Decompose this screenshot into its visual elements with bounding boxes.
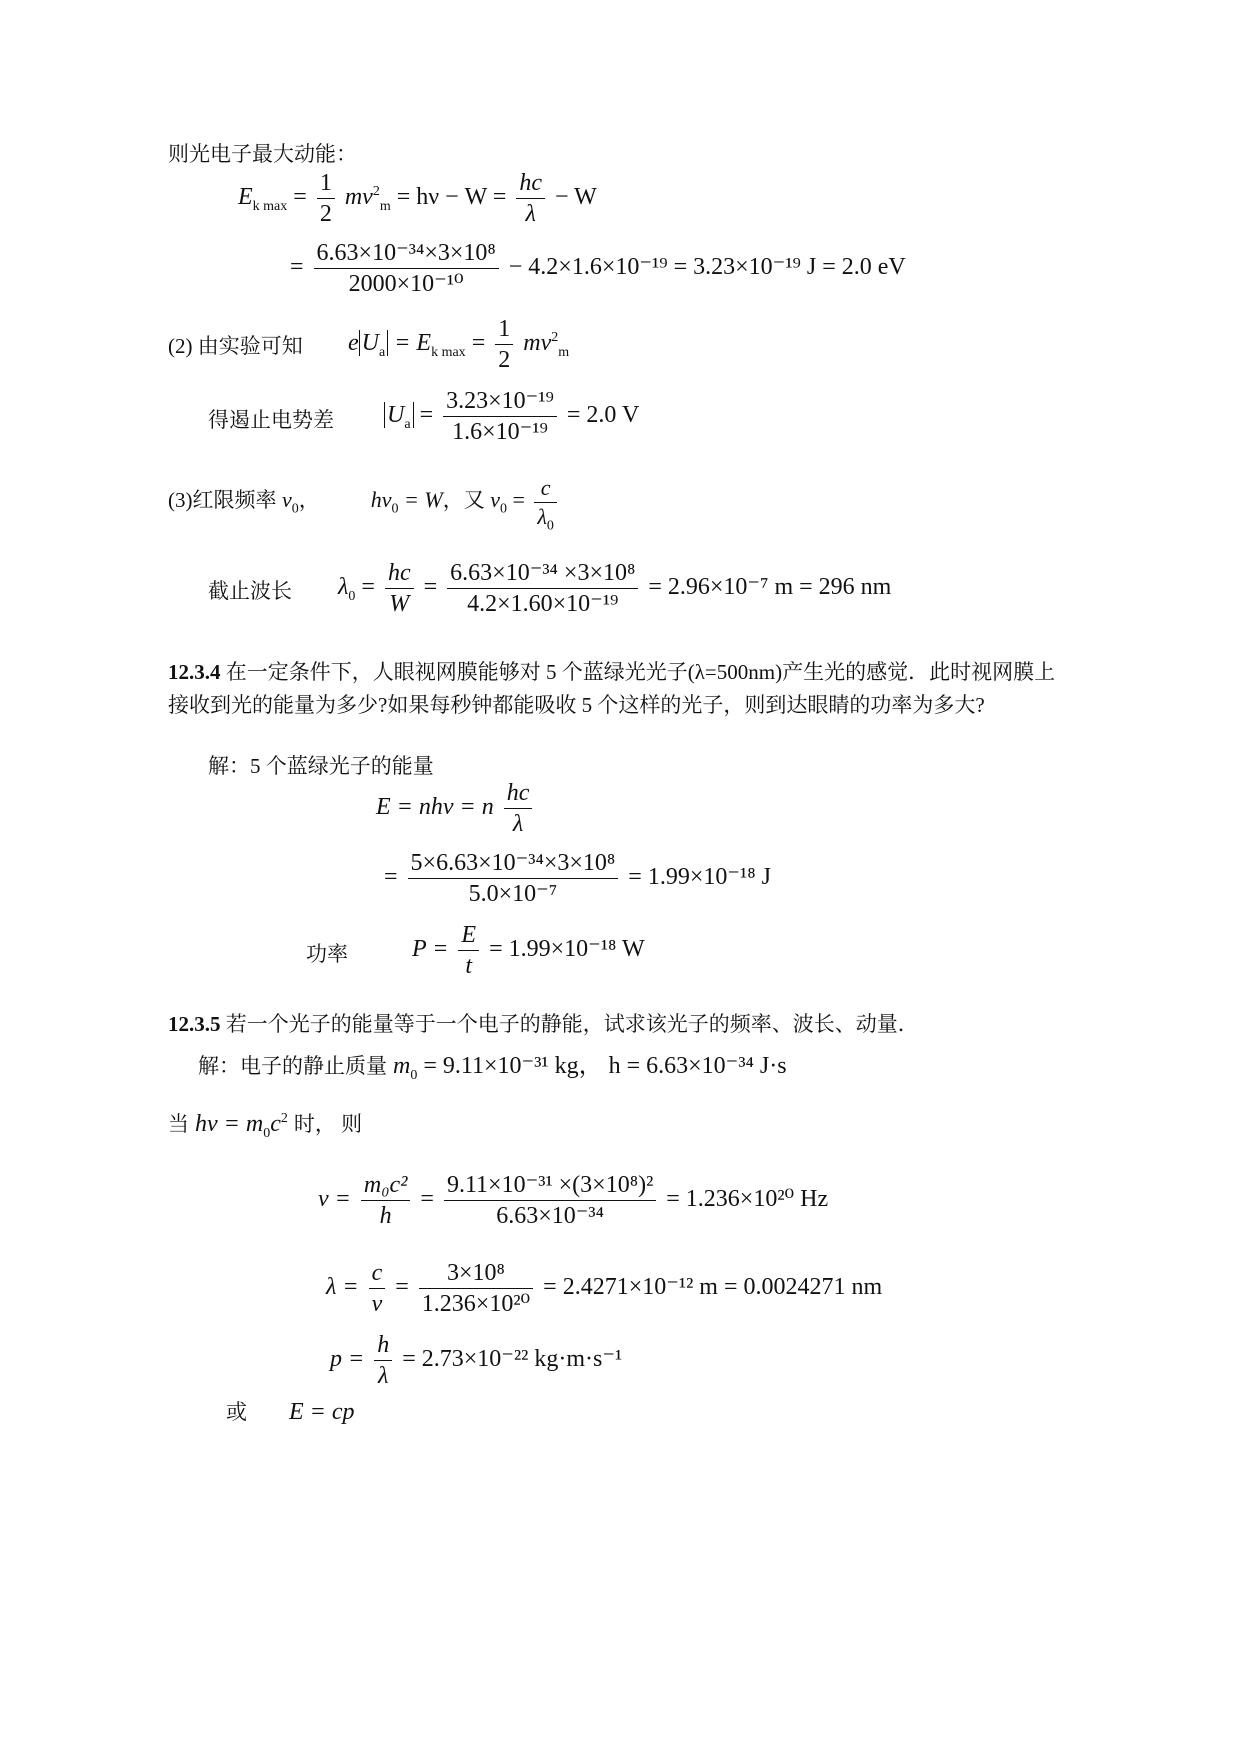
sol1235-lam-f2-den: 1.236×10²⁰ bbox=[421, 1291, 531, 1317]
part2-half-den: 2 bbox=[498, 347, 511, 373]
sol1235-h: h bbox=[379, 1203, 392, 1229]
sol1235-momentum-eq bbox=[330, 1330, 622, 1391]
sol1234-eq2-fraction bbox=[408, 848, 619, 909]
sol1235-when-sup: 2 bbox=[280, 1111, 288, 1126]
sol1234-power-label: 功率 bbox=[306, 942, 348, 966]
sol1235-h-value: h = 6.63×10⁻³⁴ J·s bbox=[608, 1053, 787, 1079]
part2b-u-sub: a bbox=[404, 416, 411, 432]
sol1235-nu-eq: ν = $\frac{\text{m₀c²}}{h}$ = $\frac{\text{9.11×10⁻³¹ ×(3×10⁸)²}}{\text{6.63×10⁻³⁴}}$ = 1.236×10²⁰ Hz bbox=[318, 1172, 829, 1229]
part3b-f2-den: 4.2×1.60×10⁻¹⁹ bbox=[467, 591, 619, 617]
sol1235-nu-result: = 1.236×10²⁰ Hz bbox=[666, 1186, 829, 1213]
part2-u: U bbox=[361, 330, 379, 357]
sol1235-m0-sub: 0 bbox=[410, 1067, 418, 1083]
part3b-f2-num: 6.63×10⁻³⁴ ×3×10⁸ bbox=[447, 558, 638, 589]
part3b-result: = 2.96×10⁻⁷ m = 296 nm bbox=[648, 574, 892, 601]
part2b-fraction bbox=[443, 386, 557, 447]
sol1235-intro: 解：电子的静止质量 bbox=[198, 1054, 387, 1078]
sol1234-eq2-result: = 1.99×10⁻¹⁸ J bbox=[628, 864, 771, 891]
part2-half bbox=[495, 314, 513, 375]
sol1234-e: E bbox=[461, 922, 477, 948]
part2-mv-sup: 2 bbox=[551, 330, 559, 346]
sol1235-lam-f1 bbox=[369, 1258, 386, 1319]
eq1-hc: hc bbox=[519, 170, 543, 196]
q1234-text: 在一定条件下，人眼视网膜能够对 5 个蓝绿光光子(λ=500nm)产生光的感觉．此时视网膜上接收到光的能量为多少?如果每秒钟都能吸收 5 个这样的光子，则到达眼睛的功率为多大? bbox=[168, 660, 1056, 717]
sol1235-nu-f2-num: 9.11×10⁻³¹ ×(3×10⁸)² bbox=[444, 1170, 656, 1201]
part3-fraction bbox=[534, 474, 557, 533]
eq1-half bbox=[317, 168, 335, 229]
part3-line bbox=[168, 474, 561, 533]
part3b-f1 bbox=[385, 558, 414, 619]
part3-nu: ν bbox=[490, 487, 500, 513]
sol1235-p-result: = 2.73×10⁻²² kg·m·s⁻¹ bbox=[402, 1346, 623, 1373]
sol1235-m0: m bbox=[393, 1053, 411, 1079]
part3-lambda: λ bbox=[537, 503, 547, 529]
sol1234-eq2: = $\frac{\text{5×6.63×10⁻³⁴×3×10⁸}}{\text{5.0×10⁻⁷}}$ = 1.99×10⁻¹⁸ J bbox=[384, 850, 771, 907]
part3-hnu-sub: 0 bbox=[391, 501, 399, 517]
sol1234-hc: hc bbox=[506, 780, 530, 806]
part3b-f2 bbox=[447, 558, 638, 619]
sol1234-eq2-den: 5.0×10⁻⁷ bbox=[468, 881, 558, 907]
equation-ekmax-value: = $\frac{\text{6.63×10⁻³⁴×3×10⁸}}{\text{2000×10⁻¹⁰}}$ − 4.2×1.6×10⁻¹⁹ = 3.23×10⁻¹⁹ J = 2.0 eV bbox=[290, 240, 906, 297]
q1234-number: 12.3.4 bbox=[168, 660, 221, 684]
part2-mv-sub: m bbox=[558, 344, 570, 360]
sol1234-p: P = bbox=[412, 936, 449, 963]
part3-c: c bbox=[540, 475, 551, 500]
eq1-half-num: 1 bbox=[317, 168, 335, 199]
q1235-number: 12.3.5 bbox=[168, 1012, 221, 1036]
eq1-half-den: 2 bbox=[319, 201, 332, 227]
part2b-equation: $U_a$ = $\frac{\text{3.23×10⁻¹⁹}}{\text{1.6×10⁻¹⁹}}$ = 2.0 V bbox=[384, 386, 639, 447]
eq2-num: 6.63×10⁻³⁴×3×10⁸ bbox=[314, 238, 499, 269]
sol1235-lam-f2 bbox=[419, 1258, 533, 1319]
part3-lambda-sub: 0 bbox=[546, 517, 554, 533]
equation-ekmax: $E_{k max}$ = $\frac{1}{2}$ $mv^2_m = h\nu - W$ = $\frac{hc}{\lambda}$ − W bbox=[238, 170, 597, 227]
eq1-lambda: λ bbox=[525, 201, 536, 227]
eq1-lhs: E bbox=[238, 184, 253, 211]
sol1235-nu2: ν bbox=[371, 1291, 383, 1317]
sol1235-when-line bbox=[168, 1111, 363, 1141]
eq2-fraction bbox=[314, 238, 499, 299]
part3b-label: 截止波长 bbox=[208, 579, 292, 603]
part2-abs bbox=[359, 330, 389, 360]
sol1235-lambda: λ = bbox=[326, 1274, 359, 1301]
sol1235-m0c2: m₀c² bbox=[363, 1172, 408, 1198]
part3-eq: = bbox=[512, 487, 525, 513]
eq1-tail: − W bbox=[555, 184, 597, 211]
sol1235-when: 当 bbox=[168, 1112, 189, 1136]
eq1-lhs-sub: k max bbox=[252, 198, 288, 214]
sol1235-lam-f2-num: 3×10⁸ bbox=[419, 1258, 533, 1289]
eq1-mv: mv bbox=[344, 184, 373, 211]
part3-nu0: ν bbox=[282, 487, 292, 513]
sol1235-or-eq: E = cp bbox=[289, 1399, 355, 1425]
part2-mv: mv bbox=[523, 330, 552, 357]
sol1235-p-fraction bbox=[374, 1330, 392, 1391]
sol1235-lam-result: = 2.4271×10⁻¹² m = 0.0024271 nm bbox=[543, 1274, 883, 1301]
sol1235-or-line bbox=[226, 1400, 355, 1424]
part2-half-num: 1 bbox=[495, 314, 513, 345]
sol1235-c: c bbox=[371, 1260, 383, 1286]
question-12-3-5 bbox=[168, 1008, 1068, 1041]
eq2-rest: − 4.2×1.6×10⁻¹⁹ = 3.23×10⁻¹⁹ J = 2.0 eV bbox=[508, 254, 906, 281]
sol1235-nu-f2-den: 6.63×10⁻³⁴ bbox=[496, 1203, 604, 1229]
sol1235-nu: ν = bbox=[318, 1186, 351, 1213]
part3b-hc: hc bbox=[387, 560, 411, 586]
sol1235-nu-f2 bbox=[444, 1170, 656, 1231]
sol1234-intro: 解：5 个蓝绿光子的能量 bbox=[208, 754, 434, 778]
part2b-abs bbox=[384, 402, 414, 432]
part3-hnu: hν bbox=[370, 487, 392, 513]
sol1234-eq1-lhs: E = nhv = n bbox=[376, 794, 494, 821]
part2b-result: = 2.0 V bbox=[566, 402, 640, 429]
part3b-lambda: λ bbox=[338, 574, 349, 601]
sol1235-when-c: c bbox=[270, 1111, 281, 1137]
question-12-3-4 bbox=[168, 656, 1068, 722]
part3-w: = W bbox=[404, 487, 443, 513]
sol1235-p-lambda: λ bbox=[378, 1363, 389, 1389]
part3b-w: W bbox=[389, 591, 410, 617]
part2-equation: e $U_a = E_{k max}$ = $\frac{1}{2}$ $mv^2_m$ bbox=[348, 316, 570, 373]
sol1235-lambda-eq: λ = $\frac{c}{\nu}$ = $\frac{\text{3×10⁸}}{\text{1.236×10²⁰}}$ = 2.4271×10⁻¹² m = 0.0024271 nm bbox=[326, 1260, 883, 1317]
eq1-hc-lambda bbox=[516, 168, 545, 229]
sol1235-or: 或 bbox=[226, 1400, 247, 1424]
sol1235-when-sub: 0 bbox=[263, 1125, 271, 1141]
part2b-u: U bbox=[387, 402, 405, 429]
part3-conj: ，又 bbox=[442, 488, 485, 513]
sol1235-p-h: h bbox=[377, 1332, 390, 1358]
sol1235-when-eq: hν = m bbox=[195, 1111, 264, 1137]
eq1-mv-sub: m bbox=[379, 198, 391, 214]
sol1234-p-result: = 1.99×10⁻¹⁸ W bbox=[489, 936, 645, 963]
part2b-label: 得遏止电势差 bbox=[208, 408, 334, 432]
part2-u-sub: a bbox=[379, 344, 386, 360]
part2b-den: 1.6×10⁻¹⁹ bbox=[452, 419, 548, 445]
part2-mid: = E bbox=[394, 330, 432, 357]
sol1235-when-rest: 时， 则 bbox=[293, 1112, 363, 1136]
sol1235-m0-value: = 9.11×10⁻³¹ kg， bbox=[423, 1053, 603, 1079]
sol1234-eq1 bbox=[376, 778, 536, 839]
sol1234-t: t bbox=[465, 953, 473, 979]
part2-label: (2) 由实验可知 bbox=[168, 334, 303, 358]
sol1234-power-eq bbox=[412, 920, 645, 981]
sol1234-eq2-num: 5×6.63×10⁻³⁴×3×10⁸ bbox=[408, 848, 619, 879]
part3-comma: ， bbox=[298, 488, 320, 513]
sol1234-p-fraction bbox=[458, 920, 479, 981]
q1235-text: 若一个光子的能量等于一个电子的静能，试求该光子的频率、波长、动量． bbox=[220, 1012, 919, 1036]
sol1234-eq1-fraction bbox=[504, 778, 533, 839]
sol1234-lambda: λ bbox=[512, 811, 524, 837]
part3-label: (3)红限频率 bbox=[168, 488, 277, 513]
part3-nu0-sub: 0 bbox=[291, 501, 299, 517]
part3b-equation: $\lambda_0$ = $\frac{hc}{W}$ = $\frac{\text{6.63×10⁻³⁴ ×3×10⁸}}{\text{4.2×1.60×10⁻¹⁹}}$ = 2.96×10⁻⁷ m = 296 nm bbox=[338, 560, 892, 617]
sol1235-intro-line bbox=[198, 1053, 787, 1083]
intro-text: 则光电子最大动能： bbox=[168, 142, 357, 166]
part2-e: e bbox=[348, 330, 359, 357]
part3-nu-sub: 0 bbox=[499, 501, 507, 517]
sol1235-p: p = bbox=[330, 1346, 365, 1373]
eq2-den: 2000×10⁻¹⁰ bbox=[348, 271, 464, 297]
part3b-lambda-sub: 0 bbox=[348, 588, 356, 604]
sol1235-nu-f1 bbox=[361, 1170, 411, 1231]
part2b-num: 3.23×10⁻¹⁹ bbox=[443, 386, 557, 417]
eq1-middle: = hν − W = bbox=[396, 184, 507, 211]
eq1-mv-sup: 2 bbox=[372, 184, 380, 200]
part2-mid-sub: k max bbox=[431, 344, 466, 360]
